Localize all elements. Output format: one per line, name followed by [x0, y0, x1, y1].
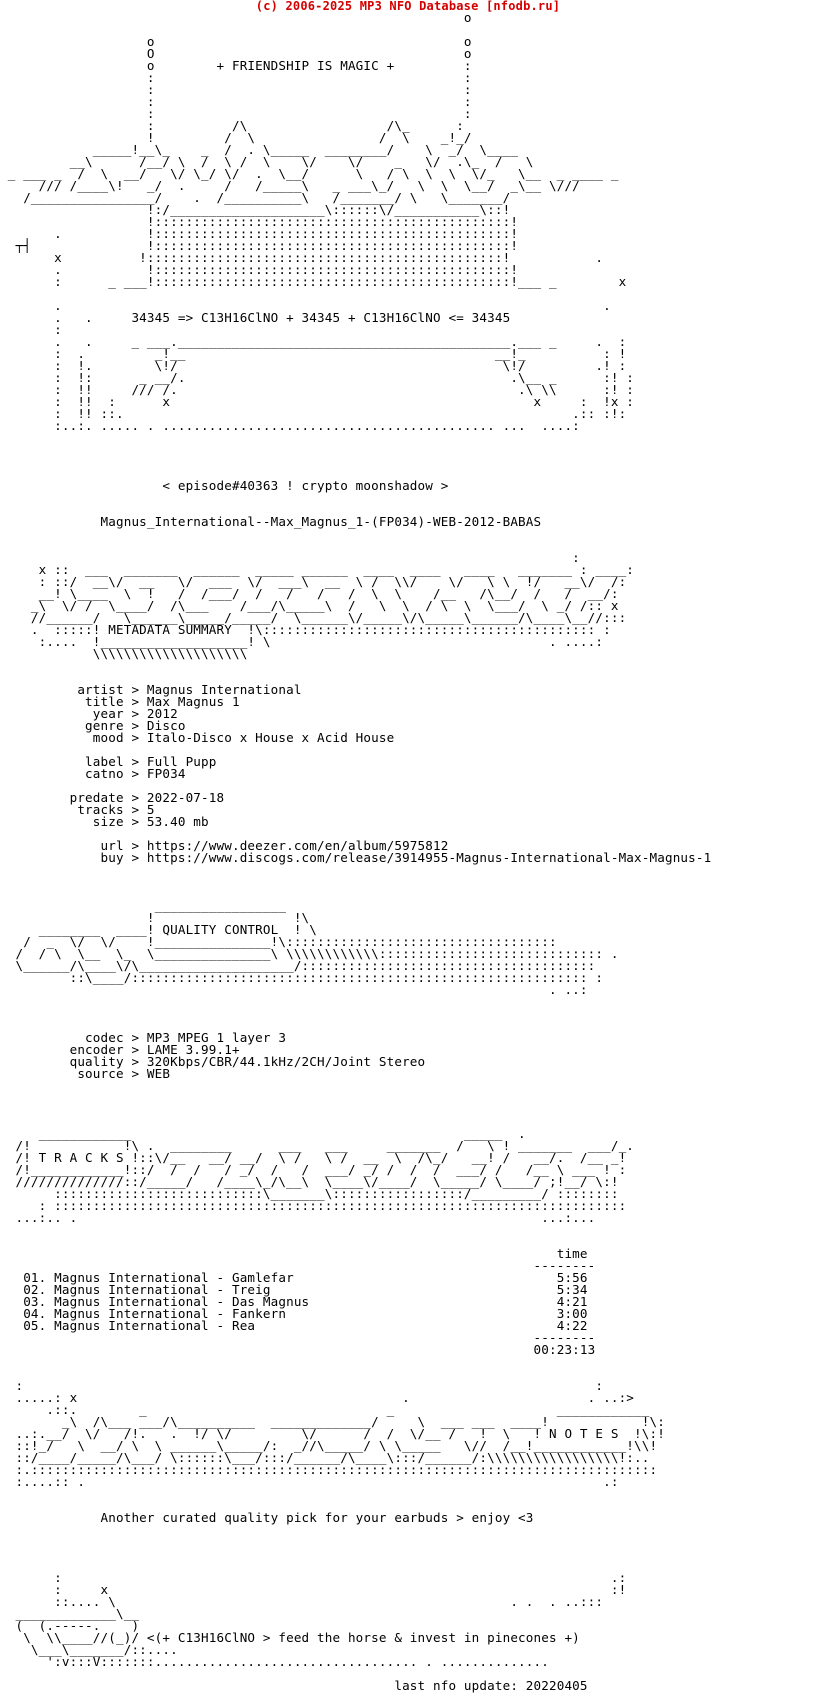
nfo-line: o + FRIENDSHIP IS MAGIC + :: [0, 58, 472, 73]
nfo-line: ::\____/::::::::::::::::::::::::::::::::::::::::::::::::::::::::::: :: [0, 970, 604, 985]
nfo-line: \\\\\\\\\\\\\\\\\\\\: [0, 646, 248, 661]
nfo-line: last nfo update: 20220405: [0, 1678, 588, 1693]
nfo-line: x :: ___ _______ ______ _____ ______ ____ ____ ____ _______ : ____:: [0, 562, 635, 577]
nfo-line: x !::::::::::::::::::::::::::::::::::::::::::::::! .: [0, 250, 604, 265]
nfo-line: //////////////::/_____/ /____\_/\__\ \____\/____/ \_____/ \____/ ;!__/ \:!: [0, 1174, 619, 1189]
nfo-line: codec > MP3 MPEG 1 layer 3: [0, 1030, 287, 1045]
nfo-line: : ::::::::::::::::::::::::::::::::::::::::::::::::::::::::::::::::::::::::::: [0, 1198, 627, 1213]
nfo-line: ':v:::V:::::::.................................. . ..............: [0, 1654, 549, 1669]
nfo-line: Another curated quality pick for your earbuds > enjoy <3: [0, 1510, 534, 1525]
nfo-line: predate > 2022-07-18: [0, 790, 225, 805]
nfo-line: 03. Magnus International - Das Magnus 4:21: [0, 1294, 588, 1309]
nfo-line: mood > Italo-Disco x House x Acid House: [0, 730, 395, 745]
nfo-line: : :: [0, 106, 472, 121]
nfo-line: /// /____\! _/ . / /_____\ _ ___\_/ \ \ \__/ _\__ \///: [0, 178, 588, 193]
nfo-line: 02. Magnus International - Treig 5:34: [0, 1282, 588, 1297]
nfo-line: : ::/ __\/ __ \/ ___ \/ ___\ __ \ / \\/ \/ \ \ !/ __\/ /:: [0, 574, 627, 589]
nfo-line: --------: [0, 1258, 596, 1273]
nfo-line: 05. Magnus International - Rea 4:22: [0, 1318, 588, 1333]
nfo-line: _\ \/ / \____/ /\___ /___/\_____\ / \ \ / \ \ \___/ \ _/ /:: x: [0, 598, 619, 613]
nfo-line: _ ___ _ / \ __/ \/ \_/ \/ . \__/ \ / \ \ \ \/_ \__ _ ____ _: [0, 166, 619, 181]
nfo-line: : !: _ __/. .\__ _ :! :: [0, 370, 635, 385]
nfo-line: : !! ::. .:: :!:: [0, 406, 627, 421]
nfo-line: /! !\ . ________ ___ ___ _______ / \ ! _______ ___/_.: [0, 1138, 635, 1153]
nfo-line: ________ ____! QUALITY CONTROL ! \: [0, 922, 318, 937]
nfo-line: . . 34345 => C13H16ClNO + 34345 + C13H16ClNO <= 34345: [0, 310, 511, 325]
nfo-line: < episode#40363 ! crypto moonshadow >: [0, 478, 449, 493]
nfo-line: :....:: . .:: [0, 1474, 619, 1489]
nfo-line: url > https://www.deezer.com/en/album/5975812: [0, 838, 449, 853]
nfo-line: . !::::::::::::::::::::::::::::::::::::::::::::::!: [0, 226, 519, 241]
nfo-line: : .:: [0, 1570, 627, 1585]
nfo-line: __! \____ \ ! / /___/ / / / / \ \ /__ /\__/ / / __/:: [0, 586, 619, 601]
nfo-line: _____________\__: [0, 1606, 140, 1621]
nfo-line: ┬┤ !::::::::::::::::::::::::::::::::::::::::::::::!: [0, 238, 519, 253]
nfo-line: o o: [0, 34, 472, 49]
nfo-line: 01. Magnus International - Gamlefar 5:56: [0, 1270, 588, 1285]
nfo-line: artist > Magnus International: [0, 682, 302, 697]
nfo-line: time: [0, 1246, 588, 1261]
nfo-line: / _ \/ \/ !_______________!\:::::::::::::::::::::::::::::::::::: [0, 934, 557, 949]
nfo-line: \______/\____\/\____________________/::::::::::::::::::::::::::::::::::::::: [0, 958, 596, 973]
nfo-line: ____________ _____ .: [0, 1126, 526, 1141]
nfo-line: ..:.__/ \/ /!. . !/ \/ \/ / / \/__ / ! \ ! N O T E S !\:!: [0, 1426, 665, 1441]
nfo-line: : x :!: [0, 1582, 627, 1597]
nfo-line: . !::::::::::::::::::::::::::::::::::::::::::::::!: [0, 262, 519, 277]
nfo-line: : :: [0, 70, 472, 85]
nfo-line: /!____________!::/ / / / _/ / / ___/ _/ / / / ___/ / /__ \ ___ ! :: [0, 1162, 627, 1177]
nfo-line: label > Full Pupp: [0, 754, 217, 769]
nfo-line: _________________: [0, 898, 287, 913]
nfo-line: O o: [0, 46, 472, 61]
nfo-line: source > WEB: [0, 1066, 171, 1081]
nfo-line: Magnus_International--Max_Magnus_1-(FP034)-WEB-2012-BABAS: [0, 514, 542, 529]
nfo-line: !::::::::::::::::::::::::::::::::::::::::::::::!: [0, 214, 519, 229]
nfo-text: [0, 12, 711, 1692]
nfo-line: : :: [0, 82, 472, 97]
nfo-line: genre > Disco: [0, 718, 186, 733]
nfo-line: !:/____________________\::::::\/___________\::!: [0, 202, 511, 217]
nfo-line: o: [0, 10, 472, 25]
nfo-line: . .: [0, 298, 611, 313]
nfo-line: //______/ \______\_____/_____/ \______\/_____\/\_____\______/\____\__//:::: [0, 610, 627, 625]
nfo-line: / / \ \__ \_ \_______________\ \\\\\\\\\\\\::::::::::::::::::::::::::::: .: [0, 946, 619, 961]
nfo-line: :: [0, 322, 62, 337]
nfo-line: :::::::::::::::::::::::::::\_______\:::::::::::::::::/_________/ ::::::::: [0, 1186, 619, 1201]
nfo-line: 04. Magnus International - Fankern 3:00: [0, 1306, 588, 1321]
nfo-line: encoder > LAME 3.99.1+: [0, 1042, 240, 1057]
nfo-line: : _ ___!::::::::::::::::::::::::::::::::::::::::::::::!___ _ x: [0, 274, 627, 289]
nfo-line: ...:.. . ...:...: [0, 1210, 596, 1225]
nfo-line: title > Max Magnus 1: [0, 694, 240, 709]
nfo-line: : . _!__ __!_ : !: [0, 346, 627, 361]
nfo-line: _\ /\___ ___/\__________ _____________/ \ ___ ___ ____! !\:: [0, 1414, 665, 1429]
nfo-line: --------: [0, 1330, 596, 1345]
nfo-line: ::!_/ \ __/ \ \ ______\_____/: _//\_____/ \ \_____ \// /__!____________!\\!: [0, 1438, 658, 1453]
nfo-line: year > 2012: [0, 706, 178, 721]
nfo-line: : !! : x x : !x :: [0, 394, 635, 409]
nfo-line: /________________/ . /__________\ /_______/ \ \_______/: [0, 190, 519, 205]
nfo-line: \___\_______/::....: [0, 1642, 178, 1657]
nfo-line: /! T R A C K S !::\/__ __/ __/ \ / \ / __ \ /\_/ __! / __/. /__ _!: [0, 1150, 627, 1165]
nfo-line: .::. _ _ ____________: [0, 1402, 650, 1417]
nfo-line: \ \\____//(_)/ <(+ C13H16ClNO > feed the horse & invest in pinecones +): [0, 1630, 580, 1645]
nfo-line: :.... !___________________! \ . ....:: [0, 634, 604, 649]
nfo-line: : :: [0, 94, 472, 109]
site-header: (c) 2006-2025 MP3 NFO Database [nfodb.ru]: [255, 0, 561, 13]
nfo-line: :.:::::::::::::::::::::::::::::::::::::::::::::::::::::::::::::::::::::::::::::::::: [0, 1462, 658, 1477]
nfo-line: : !. \!/ \!/ .! :: [0, 358, 627, 373]
nfo-line: . . _ ___.___________________________________________.___ _ . :: [0, 334, 627, 349]
nfo-line: : /\ /\_ :: [0, 118, 464, 133]
nfo-line: : !! /// /. .\ \\ :! :: [0, 382, 635, 397]
nfo-line: buy > https://www.discogs.com/release/3914955-Magnus-International-Max-Magnus-1: [0, 850, 712, 865]
nfo-line: ( (.-----. ): [0, 1618, 140, 1633]
nfo-line: :..:. ..... . ........................................... ... ....:: [0, 418, 580, 433]
nfo-line: __\ /__/ \ / \ / \ \/ \/ _ \/ .\_ / \: [0, 154, 534, 169]
nfo-line: : :: [0, 1378, 604, 1393]
nfo-line: ! / \ / \ _!_/: [0, 130, 472, 145]
nfo-line: :: [0, 550, 580, 565]
nfo-line: catno > FP034: [0, 766, 186, 781]
nfo-line: _____!__\_ _ / . \_____ ________/ \ _/ \____: [0, 142, 519, 157]
nfo-line: ! !\: [0, 910, 310, 925]
nfo-line: ::/____/_____/\___/ \::::::\___/:::/______/\____\:::/______/:\\\\\\\\\\\\\\\\\!:..: [0, 1450, 650, 1465]
nfo-line: . :::::! METADATA SUMMARY !\::::::::::::::::::::::::::::::::::::::::::: :: [0, 622, 611, 637]
nfo-line: 00:23:13: [0, 1342, 596, 1357]
nfo-line: .....: x . . ..:>: [0, 1390, 635, 1405]
nfo-line: . ..:: [0, 982, 588, 997]
nfo-line: quality > 320Kbps/CBR/44.1kHz/2CH/Joint Stereo: [0, 1054, 426, 1069]
nfo-line: ::.... \ . . . ..:::: [0, 1594, 604, 1609]
nfo-line: tracks > 5: [0, 802, 155, 817]
nfo-line: size > 53.40 mb: [0, 814, 209, 829]
